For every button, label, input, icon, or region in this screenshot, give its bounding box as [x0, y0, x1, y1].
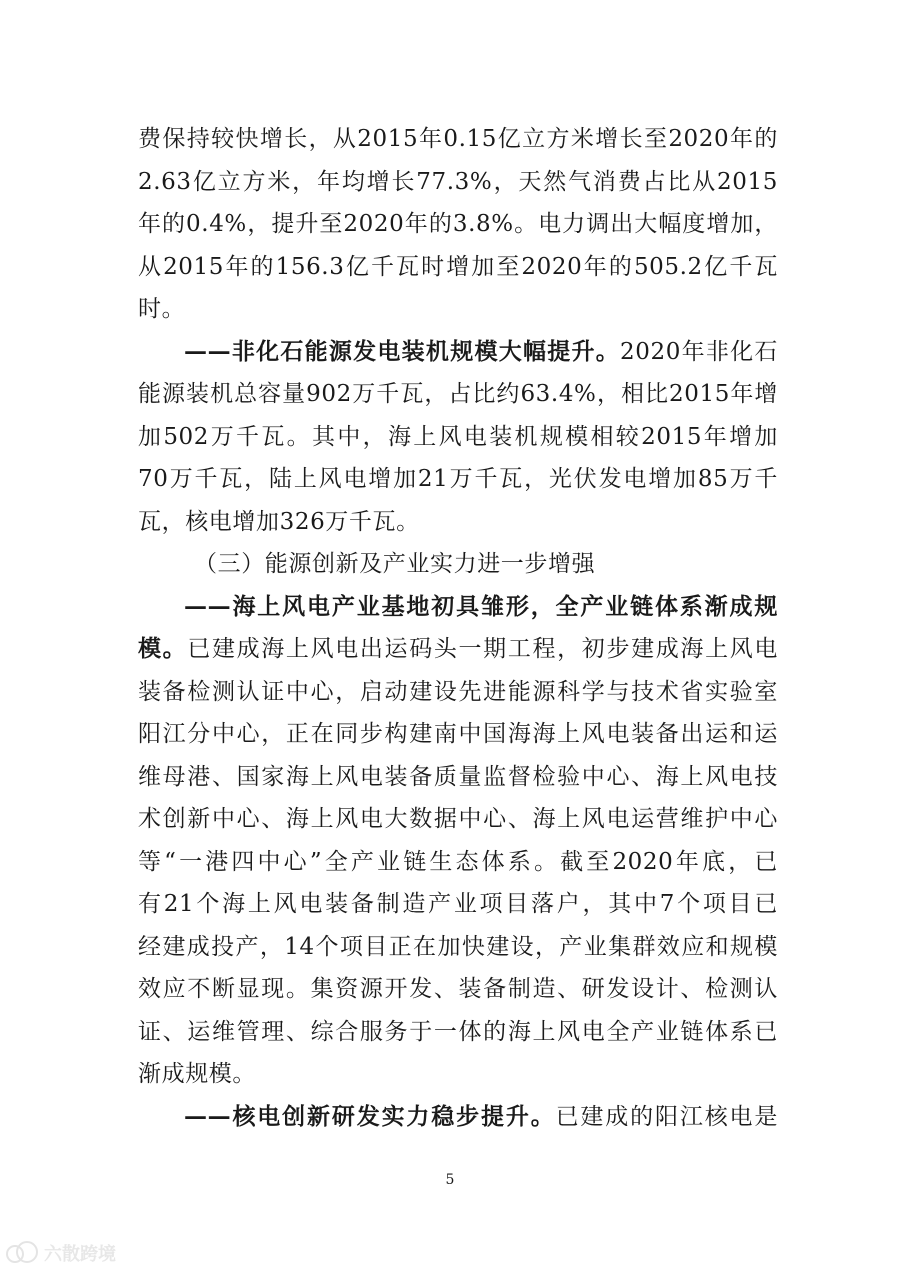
bold-heading: ——海上风电产业基地初具雏形，全产业链体系渐成规: [184, 592, 778, 620]
text-line: [138, 416, 778, 459]
text-line: [138, 543, 778, 586]
line-text: 费保持较快增长，从2015年0.15亿立方米增长至2020年的: [138, 126, 778, 152]
line-text: 从2015年的156.3亿千瓦时增加至2020年的505.2亿千瓦: [138, 253, 778, 280]
line-text: 2.63亿立方米，年均增长77.3%，天然气消费占比从2015: [138, 168, 778, 195]
body-text: [138, 118, 778, 1138]
text-line: [138, 671, 778, 714]
text-line: [138, 713, 778, 756]
line-text: 术创新中心、海上风电大数据中心、海上风电运营维护中心: [138, 806, 778, 832]
line-text: 已建成的阳江核电是: [555, 1103, 778, 1130]
bold-heading: ——非化石能源发电装机规模大幅提升。: [184, 337, 621, 365]
line-text: 加502万千瓦。其中，海上风电装机规模相较2015年增加: [138, 423, 778, 450]
text-line: [138, 1096, 778, 1139]
line-text: 年的0.4%，提升至2020年的3.8%。电力调出大幅度增加，: [138, 211, 778, 237]
text-line: [138, 373, 778, 416]
text-line: [138, 118, 778, 161]
watermark-text: 六散跨境: [44, 1244, 116, 1265]
bold-heading: 模。: [138, 635, 188, 662]
line-text: 能源装机总容量902万千瓦，占比约63.4%，相比2015年增: [138, 381, 778, 407]
line-text: 渐成规模。: [138, 1061, 256, 1087]
line-text: 瓦，核电增加326万千瓦。: [138, 508, 420, 535]
text-line: [138, 161, 778, 204]
line-text: 有21个海上风电装备制造产业项目落户，其中7个项目已: [138, 891, 778, 917]
line-text: 已建成海上风电出运码头一期工程，初步建成海上风电: [187, 636, 778, 662]
text-line: [138, 203, 778, 246]
text-line: [138, 841, 778, 884]
text-line: [138, 968, 778, 1011]
text-line: [138, 586, 778, 629]
line-text: （三）能源创新及产业实力进一步增强: [194, 551, 596, 577]
line-text: 70万千瓦，陆上风电增加21万千瓦，光伏发电增加85万千: [138, 466, 778, 492]
text-line: [138, 501, 778, 544]
text-line: [138, 246, 778, 289]
text-line: [138, 883, 778, 926]
text-line: [138, 331, 778, 374]
text-line: [138, 756, 778, 799]
text-line: [138, 926, 778, 969]
line-text: 效应不断显现。集资源开发、装备制造、研发设计、检测认: [138, 976, 778, 1002]
line-text: 装备检测认证中心，启动建设先进能源科学与技术省实验室: [138, 678, 778, 705]
text-line: [138, 1053, 778, 1096]
line-text: 维母港、国家海上风电装备质量监督检验中心、海上风电技: [138, 763, 778, 790]
text-line: [138, 798, 778, 841]
text-line: [138, 1011, 778, 1054]
bold-heading: ——核电创新研发实力稳步提升。: [184, 1102, 556, 1130]
line-text: 时。: [138, 296, 186, 322]
line-text: 2020年非化石: [620, 338, 778, 365]
line-text: 阳江分中心，正在同步构建南中国海海上风电装备出运和运: [138, 721, 778, 747]
text-line: [138, 628, 778, 671]
watermark: [6, 1240, 116, 1266]
watermark-logo-icon: [6, 1241, 40, 1265]
text-line: [138, 288, 778, 331]
line-text: 等“一港四中心”全产业链生态体系。截至2020年底，已: [138, 848, 778, 875]
text-line: [138, 458, 778, 501]
line-text: 经建成投产，14个项目正在加快建设，产业集群效应和规模: [138, 933, 778, 960]
line-text: 证、运维管理、综合服务于一体的海上风电全产业链体系已: [138, 1018, 778, 1045]
page-number: 5: [445, 1172, 455, 1188]
